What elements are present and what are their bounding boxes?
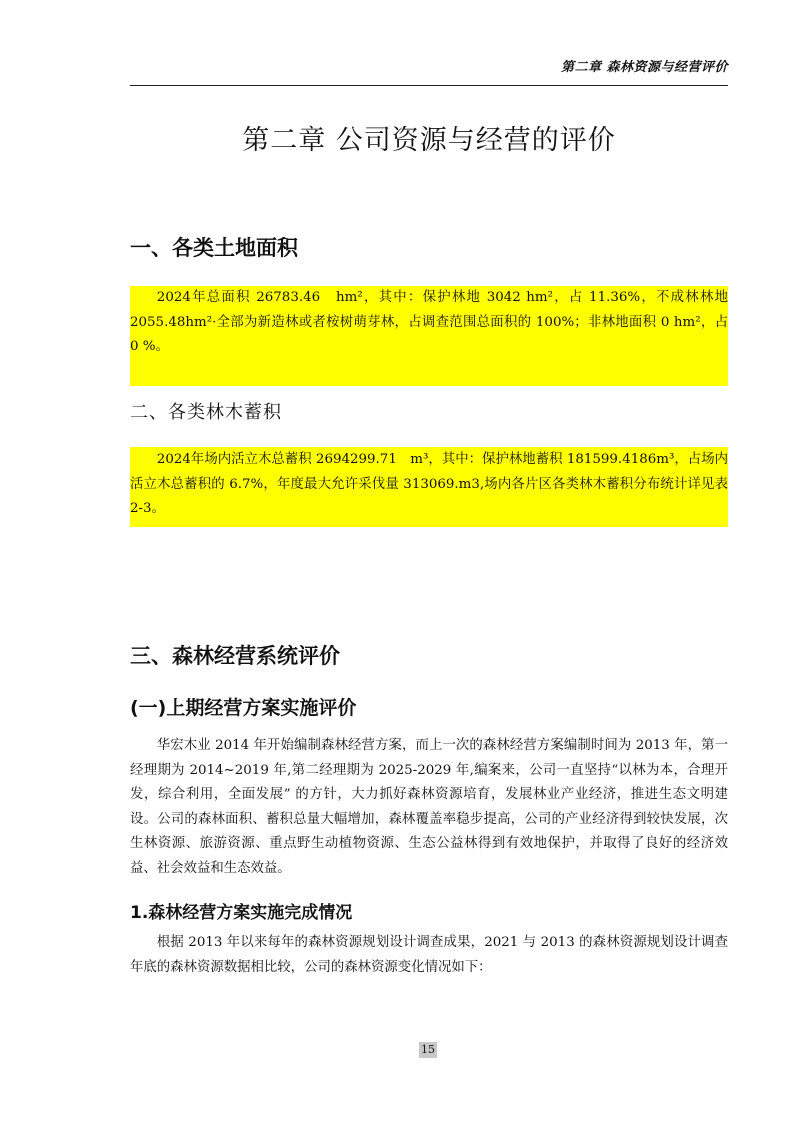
paragraph-plan-completion: 根据 2013 年以来每年的森林资源规划设计调查成果，2021 与 2013 的森林资源规划设计调查年底的森林资源数据相比较，公司的森林资源变化情况如下： xyxy=(130,935,728,975)
subsection-heading-previous-plan: (一)上期经营方案实施评价 xyxy=(130,697,357,719)
section-heading-management-evaluation: 三、森林经营系统评价 xyxy=(130,644,340,668)
paragraph-timber-volume: 2024年场内活立木总蓄积 2694299.71 m³，其中：保护林地蓄积 181599.4186m³，占场内活立木总蓄积的 6.7%，年度最大允许采伐量 313069.m3,场内各片区各类林木蓄积分布统计详见表 2-3。 xyxy=(130,452,728,516)
paragraph-previous-plan: 华宏木业 2014 年开始编制森林经营方案，而上一次的森林经营方案编制时间为 2013 年，第一经理期为 2014~2019 年,第二经理期为 2025-2029 年,编案来，公司一直坚持“以林为本，合理开发，综合利用，全面发展” 的方针，大力抓好森林资源培育，发展林业产业经济，推进生态文明建设。公司的森林面积、蓄积总量大幅增加，森林覆盖率稳步提高，公司的产业经济得到较快发展，次生林资源、旅游资源、重点野生动植物资源、生态公益林得到有效地保护，并取得了良好的经济效益、社会效益和生态效益。 xyxy=(130,738,728,876)
running-header: 第二章 森林资源与经营评价 xyxy=(560,60,728,75)
section-heading-timber-volume: 二、各类林木蓄积 xyxy=(130,402,282,423)
paragraph-land-area: 2024年总面积 26783.46 hm²，其中：保护林地 3042 hm²，占 11.36%，不成林林地 2055.48hm²·全部为新造林或者桉树萌芽林，占调查范围总面积的 100%；非林地面积 0 hm²，占 0 %。 xyxy=(130,290,728,354)
item-heading-plan-completion: 1.森林经营方案实施完成情况 xyxy=(130,903,353,923)
page-number: 15 xyxy=(421,1043,435,1056)
chapter-title: 第二章 公司资源与经营的评价 xyxy=(242,125,616,156)
header-divider xyxy=(130,85,728,86)
section-heading-land-area: 一、各类土地面积 xyxy=(130,236,298,260)
